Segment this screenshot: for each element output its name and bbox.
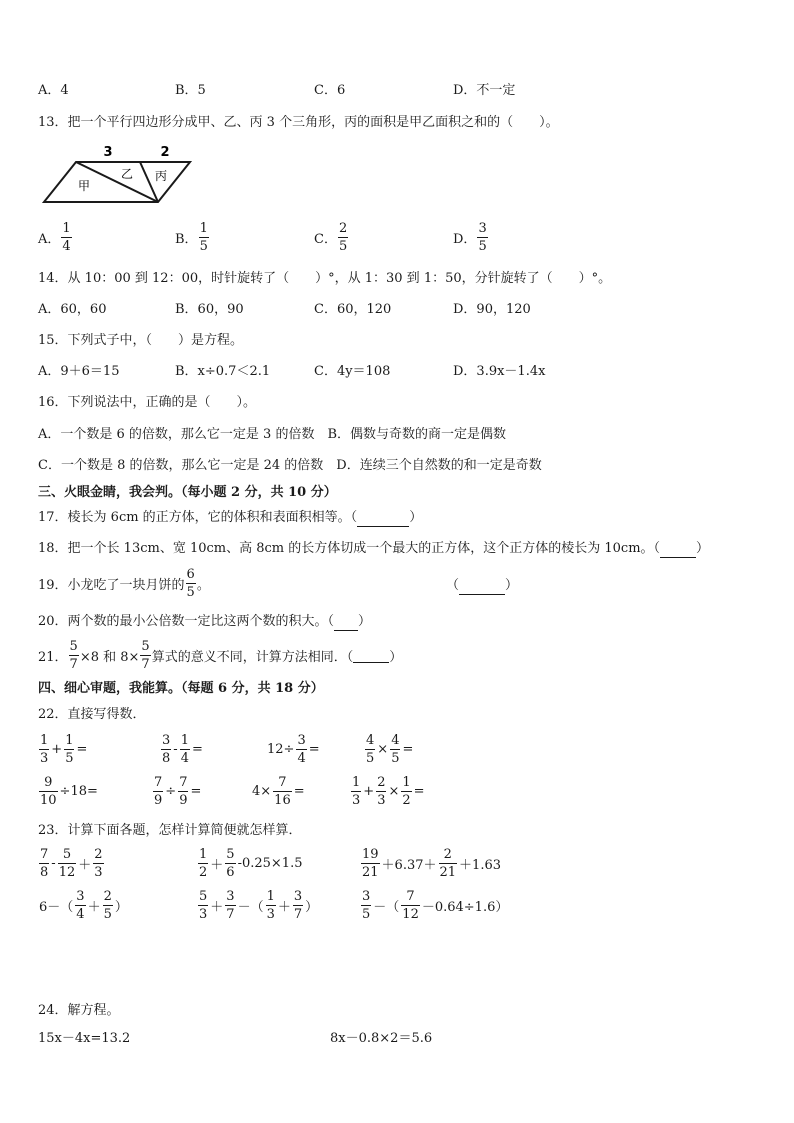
figure-region-jia: 甲 bbox=[77, 179, 91, 193]
q19-answer-blank[interactable] bbox=[459, 580, 505, 595]
q23-item-1: $\frac{7}{8}$ - $\frac{5}{12}$ ＋ $\frac{2}{3}$ bbox=[40, 847, 103, 880]
q20-text: 20．两个数的最小公倍数一定比这两个数的积大。（ ） bbox=[38, 614, 372, 629]
q16-options-cd: C．一个数是 8 的倍数，那么它一定是 24 的倍数 D．连续三个自然数的和一定是奇数 bbox=[38, 458, 542, 473]
q12-option-c: C．6 bbox=[314, 83, 346, 98]
q14-option-b: B．60，90 bbox=[175, 302, 244, 317]
q22-item-2: $\frac{3}{8}$ - $\frac{1}{4}$ = bbox=[162, 733, 203, 766]
q17-text: 17．棱长为 6cm 的正方体，它的体积和表面积相等。（ ） bbox=[38, 510, 423, 525]
q12-option-a: A．4 bbox=[38, 83, 69, 98]
q22-text: 22．直接写得数． bbox=[38, 707, 146, 722]
section-4-heading: 四、细心审题，我能算。（每题 6 分，共 18 分） bbox=[38, 681, 324, 696]
q23-item-4: 6－（ $\frac{3}{4}$ ＋ $\frac{2}{5}$ ） bbox=[39, 889, 128, 922]
q16-text: 16．下列说法中，正确的是（ ）。 bbox=[38, 395, 257, 410]
q13-option-b: B． $\frac{1}{5}$ bbox=[175, 221, 208, 254]
figure-region-yi: 乙 bbox=[120, 167, 134, 181]
q19-answer: （ ） bbox=[446, 578, 519, 593]
q13-text: 13．把一个平行四边形分成甲、乙、丙 3 个三角形，丙的面积是甲乙面积之和的（ ）。 bbox=[38, 115, 559, 130]
q15-option-a: A．9＋6＝15 bbox=[38, 364, 120, 379]
q15-option-d: D．3.9x－1.4x bbox=[453, 364, 546, 379]
q18-answer-blank[interactable] bbox=[660, 543, 696, 558]
q16-options-ab: A．一个数是 6 的倍数，那么它一定是 3 的倍数 B．偶数与奇数的商一定是偶数 bbox=[38, 427, 507, 442]
q23-item-2: $\frac{1}{2}$ ＋ $\frac{5}{6}$ -0.25×1.5 bbox=[199, 847, 303, 880]
q13-option-a: A． $\frac{1}{4}$ bbox=[38, 221, 71, 254]
q13-option-c: C． $\frac{2}{5}$ bbox=[314, 221, 348, 254]
figure-region-bing: 丙 bbox=[154, 169, 168, 183]
figure-label-3: 3 bbox=[103, 145, 113, 160]
q24-equation-1: 15x－4x=13.2 bbox=[38, 1031, 131, 1046]
q22-item-7: 4× $\frac{7}{16}$ = bbox=[252, 775, 305, 808]
q14-option-c: C．60，120 bbox=[314, 302, 392, 317]
q20-answer-blank[interactable] bbox=[334, 616, 358, 631]
q24-equation-2: 8x－0.8×2＝5.6 bbox=[330, 1031, 433, 1046]
q21-text: 21． $\frac{5}{7}$ ×8 和 8× $\frac{5}{7}$ 算式的意义不同，计算方法相同．（ ） bbox=[38, 639, 403, 672]
q22-item-5: $\frac{9}{10}$ ÷18= bbox=[40, 775, 98, 808]
q23-item-5: $\frac{5}{3}$ ＋ $\frac{3}{7}$ －（ $\frac{1}{3}$ ＋ $\frac{3}{7}$ ） bbox=[199, 889, 319, 922]
q23-item-3: $\frac{19}{21}$ ＋6.37＋ $\frac{2}{21}$ ＋1.63 bbox=[362, 847, 501, 880]
parallelogram-figure bbox=[40, 140, 200, 206]
section-3-heading: 三、火眼金睛，我会判。（每小题 2 分，共 10 分） bbox=[38, 485, 337, 500]
q13-option-d: D． $\frac{3}{5}$ bbox=[453, 221, 487, 254]
q22-item-4: $\frac{4}{5}$ × $\frac{4}{5}$ = bbox=[366, 733, 414, 766]
q21-answer-blank[interactable] bbox=[353, 648, 389, 663]
q23-text: 23．计算下面各题，怎样计算简便就怎样算． bbox=[38, 823, 302, 838]
q15-text: 15．下列式子中，（ ）是方程。 bbox=[38, 333, 244, 348]
q19-text: 19．小龙吃了一块月饼的 $\frac{6}{5}$ 。 bbox=[38, 567, 210, 600]
q15-option-b: B．x÷0.7＜2.1 bbox=[175, 364, 271, 379]
figure-label-2: 2 bbox=[160, 145, 170, 160]
q22-item-3: 12÷ $\frac{3}{4}$ = bbox=[267, 733, 320, 766]
q14-option-a: A．60，60 bbox=[38, 302, 107, 317]
q23-item-6: $\frac{3}{5}$ －（ $\frac{7}{12}$ －0.64÷1.6） bbox=[362, 889, 509, 922]
q17-answer-blank[interactable] bbox=[357, 512, 409, 527]
q12-option-d: D．不一定 bbox=[453, 83, 516, 98]
q14-text: 14．从 10：00 到 12：00，时针旋转了（ ）°，从 1：30 到 1：50，分针旋转了（ ）°。 bbox=[38, 271, 612, 286]
q15-option-c: C．4y＝108 bbox=[314, 364, 391, 379]
q12-option-b: B．5 bbox=[175, 83, 206, 98]
q14-option-d: D．90，120 bbox=[453, 302, 531, 317]
q18-text: 18．把一个长 13cm、宽 10cm、高 8cm 的长方体切成一个最大的正方体，这个正方体的棱长为 10cm。（ ） bbox=[38, 541, 710, 556]
q22-item-6: $\frac{7}{9}$ ÷ $\frac{7}{9}$ = bbox=[154, 775, 202, 808]
q22-item-8: $\frac{1}{3}$ + $\frac{2}{3}$ × $\frac{1}{2}$ = bbox=[352, 775, 425, 808]
q24-text: 24．解方程。 bbox=[38, 1003, 120, 1018]
q22-item-1: $\frac{1}{3}$ + $\frac{1}{5}$ = bbox=[40, 733, 88, 766]
